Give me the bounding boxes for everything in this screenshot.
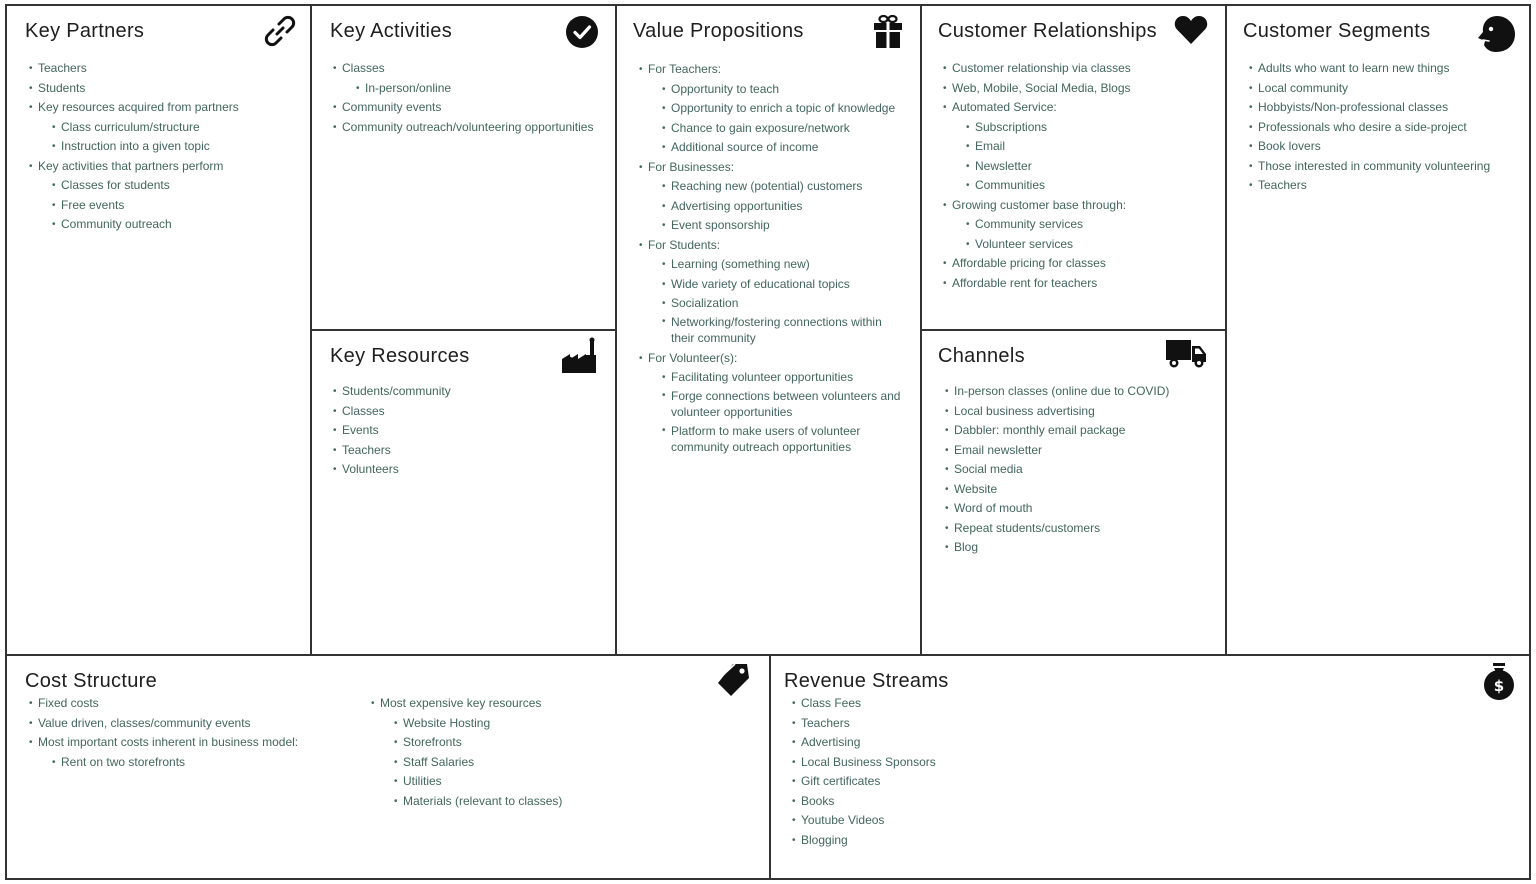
list-item: • Chance to gain exposure/network <box>648 119 906 139</box>
list-item: • Youtube Videos <box>801 811 1201 831</box>
list-item: • Key activities that partners perform <box>38 157 306 177</box>
list-item: • Materials (relevant to classes) <box>380 792 700 812</box>
list-item: • Web, Mobile, Social Media, Blogs <box>952 79 1214 99</box>
channels-title: Channels <box>938 345 1025 367</box>
customer-relationships-title: Customer Relationships <box>938 20 1157 42</box>
list-item: • Classes <box>342 402 604 422</box>
value-propositions-title: Value Propositions <box>633 20 804 42</box>
list-item: • Website Hosting <box>380 714 700 734</box>
list-item: • Advertising opportunities <box>648 197 906 217</box>
key-resources-list <box>342 382 604 480</box>
list-item: • Rent on two storefronts <box>38 753 358 773</box>
list-item: • Staff Salaries <box>380 753 700 773</box>
cost-structure-title: Cost Structure <box>25 670 158 692</box>
list-item: • Reaching new (potential) customers <box>648 177 906 197</box>
list-item: • Local Business Sponsors <box>801 753 1201 773</box>
list-item: • Forge connections between volunteers and volunteer opportunities <box>648 388 906 423</box>
customer-relationships-block <box>920 4 1227 331</box>
key-activities-list <box>342 59 604 137</box>
list-item: • Community events <box>342 98 604 118</box>
list-item: • Blogging <box>801 831 1201 851</box>
list-item: • Event sponsorship <box>648 216 906 236</box>
list-item: • Socialization <box>648 294 906 314</box>
list-item: • Classes <box>342 59 604 79</box>
value-propositions-block <box>615 4 922 656</box>
revenue-streams-title: Revenue Streams <box>784 670 949 692</box>
customer-relationships-list <box>952 59 1214 293</box>
list-item: • Classes for students <box>38 176 306 196</box>
list-item: • Teachers <box>801 714 1201 734</box>
list-item: • Networking/fostering connections within their community <box>648 314 906 349</box>
customer-segments-title: Customer Segments <box>1243 20 1431 42</box>
list-item: • Subscriptions <box>952 118 1214 138</box>
list-item: • For Teachers: <box>648 60 906 80</box>
list-item: • Website <box>954 480 1216 500</box>
key-resources-title: Key Resources <box>330 345 470 367</box>
list-item: • Fixed costs <box>38 694 358 714</box>
list-item: • Instruction into a given topic <box>38 137 306 157</box>
price-tags-icon <box>717 662 751 698</box>
list-item: • Books <box>801 792 1201 812</box>
check-circle-icon <box>566 16 598 48</box>
list-item: • Storefronts <box>380 733 700 753</box>
svg-text:$: $ <box>1493 677 1505 695</box>
link-icon <box>263 14 297 48</box>
list-item: • Key resources acquired from partners <box>38 98 306 118</box>
key-activities-title: Key Activities <box>330 20 453 42</box>
list-item: • Professionals who desire a side-project <box>1258 118 1520 138</box>
list-item: • Teachers <box>342 441 604 461</box>
list-item: • Community outreach/volunteering opportunities <box>342 118 604 138</box>
list-item: • Word of mouth <box>954 499 1216 519</box>
list-item: • Opportunity to enrich a topic of knowledge <box>648 99 906 119</box>
list-item: • Automated Service: <box>952 98 1214 118</box>
list-item: • Most expensive key resources <box>380 694 700 714</box>
channels-list <box>954 382 1216 558</box>
list-item: • Teachers <box>1258 176 1520 196</box>
money-bag-icon <box>1482 662 1516 700</box>
list-item: • Communities <box>952 176 1214 196</box>
gift-icon <box>873 15 903 49</box>
list-item: • Community outreach <box>38 215 306 235</box>
list-item: • Book lovers <box>1258 137 1520 157</box>
list-item: • Wide variety of educational topics <box>648 275 906 295</box>
list-item: • For Businesses: <box>648 158 906 178</box>
list-item: • Teachers <box>38 59 306 79</box>
list-item: • Utilities <box>380 772 700 792</box>
list-item: • Most important costs inherent in business model: <box>38 733 358 753</box>
cost-structure-list-right <box>380 694 700 811</box>
list-item: • Advertising <box>801 733 1201 753</box>
list-item: • Students/community <box>342 382 604 402</box>
value-propositions-list <box>648 60 906 458</box>
list-item: • Email <box>952 137 1214 157</box>
list-item: • Community services <box>952 215 1214 235</box>
heart-icon <box>1174 15 1208 45</box>
list-item: • Those interested in community volunteering <box>1258 157 1520 177</box>
list-item: • Growing customer base through: <box>952 196 1214 216</box>
list-item: • Class Fees <box>801 694 1201 714</box>
list-item: • Affordable rent for teachers <box>952 274 1214 294</box>
list-item: • In-person classes (online due to COVID) <box>954 382 1216 402</box>
list-item: • Opportunity to teach <box>648 80 906 100</box>
list-item: • Email newsletter <box>954 441 1216 461</box>
list-item: • Facilitating volunteer opportunities <box>648 368 906 388</box>
key-partners-block <box>5 4 312 656</box>
list-item: • Volunteers <box>342 460 604 480</box>
list-item: • For Students: <box>648 236 906 256</box>
list-item: • Free events <box>38 196 306 216</box>
list-item: • Repeat students/customers <box>954 519 1216 539</box>
list-item: • Students <box>38 79 306 99</box>
list-item: • Platform to make users of volunteer community outreach opportunities <box>648 423 906 458</box>
revenue-streams-block <box>769 654 1531 880</box>
revenue-streams-list <box>801 694 1201 850</box>
channels-block <box>920 329 1227 656</box>
key-activities-block <box>310 4 617 331</box>
list-item: • Blog <box>954 538 1216 558</box>
list-item: • Hobbyists/Non-professional classes <box>1258 98 1520 118</box>
list-item: • Social media <box>954 460 1216 480</box>
key-partners-title: Key Partners <box>25 20 145 42</box>
list-item: • Newsletter <box>952 157 1214 177</box>
list-item: • Adults who want to learn new things <box>1258 59 1520 79</box>
face-icon <box>1475 14 1517 54</box>
list-item: • In-person/online <box>342 79 604 99</box>
list-item: • Volunteer services <box>952 235 1214 255</box>
list-item: • For Volunteer(s): <box>648 349 906 369</box>
list-item: • Local business advertising <box>954 402 1216 422</box>
key-resources-block <box>310 329 617 656</box>
list-item: • Value driven, classes/community events <box>38 714 358 734</box>
list-item: • Customer relationship via classes <box>952 59 1214 79</box>
truck-icon <box>1165 338 1207 368</box>
cost-structure-block <box>5 654 771 880</box>
list-item: • Dabbler: monthly email package <box>954 421 1216 441</box>
list-item: • Additional source of income <box>648 138 906 158</box>
list-item: • Events <box>342 421 604 441</box>
customer-segments-list <box>1258 59 1520 196</box>
factory-icon <box>558 337 600 375</box>
list-item: • Affordable pricing for classes <box>952 254 1214 274</box>
cost-structure-list-left <box>38 694 358 772</box>
list-item: • Learning (something new) <box>648 255 906 275</box>
list-item: • Local community <box>1258 79 1520 99</box>
key-partners-list <box>38 59 306 235</box>
list-item: • Gift certificates <box>801 772 1201 792</box>
list-item: • Class curriculum/structure <box>38 118 306 138</box>
customer-segments-block <box>1225 4 1531 656</box>
